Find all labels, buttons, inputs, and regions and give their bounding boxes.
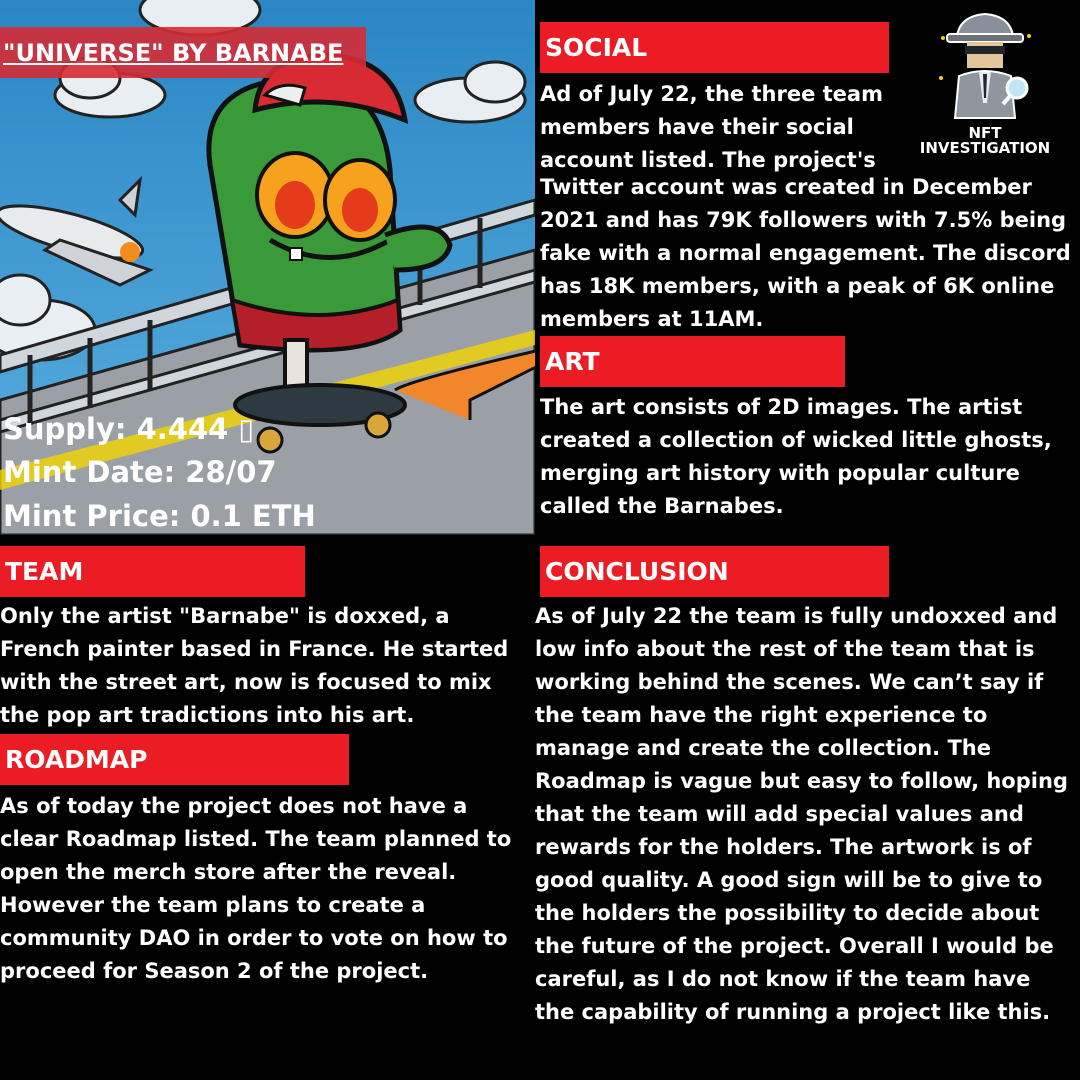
- supply-stat: Supply: 4.444 ▯: [3, 412, 255, 446]
- detective-icon: [935, 8, 1035, 123]
- roadmap-heading: ROADMAP: [0, 734, 349, 785]
- social-text-body: Twitter account was created in December 2021 and has 79K followers with 7.5% being fake with a normal engagement. The discord has 18K members, with a peak of 6K online members at 11AM.: [540, 175, 1071, 331]
- conclusion-heading: CONCLUSION: [540, 546, 889, 597]
- logo-text-line2: INVESTIGATION: [919, 139, 1051, 157]
- conclusion-text: As of July 22 the team is fully undoxxed and low info about the rest of the team that is working behind the scenes. We can’t say if the team have the right experience to manage and create the collection. The Roadmap is vague but easy to follow, hoping that the team will add special values and rewards for the holders. The artwork is of good quality. A good sign will be to give to the holders the possibility to decide about the future of the project. Overall I would be careful, as I do not know if the team have the capability of running a project like this.: [535, 604, 1068, 1024]
- team-text: Only the artist "Barnabe" is doxxed, a French painter based in France. He started with the street art, now is focused to mix the pop art tradictions into his art.: [0, 604, 509, 727]
- art-text: The art consists of 2D images. The artist created a collection of wicked little ghosts, merging art history with popular culture called the Barnabes.: [540, 395, 1052, 518]
- artwork-image: [0, 0, 535, 535]
- logo-text-line1: NFT: [968, 124, 1002, 142]
- social-text-line2: members have their social: [540, 115, 854, 139]
- art-heading: ART: [540, 336, 845, 387]
- page-title: "UNIVERSE" BY BARNABE: [0, 27, 366, 78]
- social-text-line1: Ad of July 22, the three team: [540, 82, 883, 106]
- social-text-line3: account listed. The project's: [540, 148, 876, 172]
- team-heading: TEAM: [0, 546, 305, 597]
- roadmap-text: As of today the project does not have a clear Roadmap listed. The team planned to open the merch store after the reveal. However the team plans to create a community DAO in order to vote on how to proceed for Season 2 of the project.: [0, 794, 512, 983]
- mint-date-stat: Mint Date: 28/07: [3, 455, 277, 489]
- mint-price-stat: Mint Price: 0.1 ETH: [3, 499, 316, 533]
- social-heading: SOCIAL: [540, 22, 889, 73]
- nft-investigation-logo: [900, 8, 1070, 158]
